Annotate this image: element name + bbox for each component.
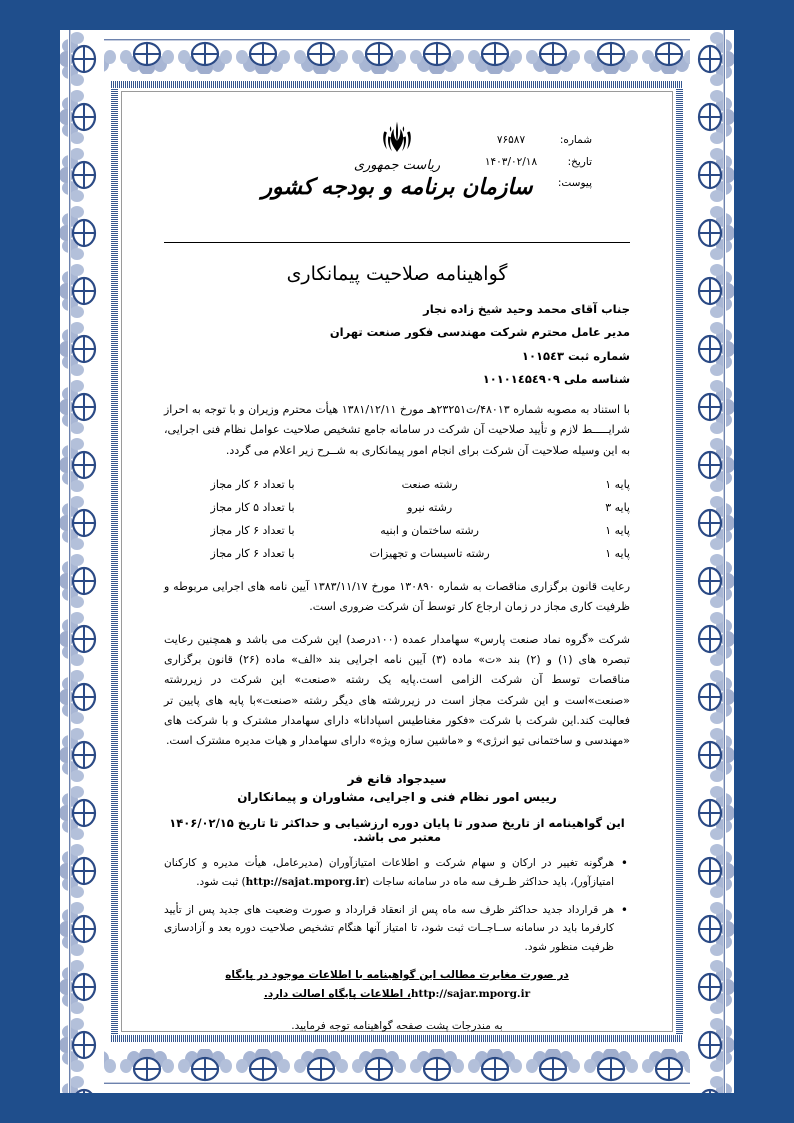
authenticity-text-before: در صورت مغایرت مطالب این گواهینامه با اطلاعات موجود در پایگاه [225,969,569,982]
row-field: رشته نیرو [407,501,453,515]
ornament-bottom-svg [60,1049,734,1093]
row-count: با تعداد ۶ کار مجاز [210,524,295,538]
meta-value-date: ۱۴۰۳/۰۲/۱۸ [484,155,538,168]
row-grade: پایه ۱ [605,524,630,538]
row-grade: پایه ۱ [605,478,630,492]
meta-row-date [474,152,592,174]
document-content [138,102,656,1033]
national-id: شناسه ملی ۱۰۱۰۱٤۵٤۹۰۹ [482,371,630,386]
letterhead [164,116,630,236]
signatory-role: رییس امور نظام فنی و اجرایی، مشاوران و پیمانکاران [237,789,557,804]
tender-law-paragraph: رعایت قانون برگزاری مناقصات به شماره ۱۳۰۸۹۰ مورخ ۱۳۸۳/۱۱/۱۷ آیین نامه های اجرایی مربوطه و ظرفیت کاری مجاز در زمان ارجاع کار توسط آن شرکت ضروری است. [164,580,631,614]
meta-label-date: تاریخ: [567,155,592,168]
meta-row-attachment [474,173,592,195]
row-field: رشته صنعت [401,478,458,492]
table-row [164,542,630,565]
row-field: رشته تاسیسات و تجهیزات [369,547,490,561]
ornamental-frame [60,30,734,1093]
addressee-name: جناب آقای محمد وحید شیخ زاده نجار [423,302,630,316]
note-text-after: ) ثبت شود. [196,875,246,888]
addressee-position: مدیر عامل محترم شرکت مهندسی فکور صنعت تهران [329,325,630,340]
row-count: با تعداد ۶ کار مجاز [210,547,295,561]
list-item [164,854,630,892]
qualification-table [164,473,630,565]
registration-number: شماره ثبت ۱۰۱۵٤۳ [521,348,630,363]
ornament-band-top [60,30,734,74]
signatory-name: سیدجواد قانع فر [347,771,447,786]
notes-list [164,854,630,957]
sajat-url[interactable]: http://sajat.mporg.ir [245,875,366,888]
list-item [164,901,630,958]
note-text-before: هر قرارداد جدید حداکثر ظرف سه ماه پس از انعقاد قرارداد و صورت وضعیت های جدید پس از تأیید کارفرما باید در سامانه ســاجــات ثبت شود، تا امتیاز آنها هنگام تشخیص صلاحیت دوره بعد و آزادسازی ظرفیت منظور شود. [164,903,614,954]
table-row [164,496,630,519]
shareholder-paragraph: شرکت «گروه نماد صنعت پارس» سهامدار عمده (۱۰۰درصد) این شرکت می باشد و همچنین رعایت تبصره های (۱) و (۲) بند «ت» ماده (۳) آیین نامه اجرایی بند «الف» ماده (۲۶) قانون برگزاری مناقصات توسط آن شرکت الزامی است.پایه یک رشته «صنعت» این شرکت در زیررشته «صنعت»است و این شرکت مجاز است در زیررشته های دیگر رشته «صنعت»با پایه های پایین تر فعالیت کند.این شرکت با شرکت «فکور مغناطیس اسپادانا» دارای سهامدار مشترک و با شرکت های «مهندسی و ساختمانی تیو انرژی» و «ماشین سازه ویژه» دارای سهامدار و هیات مدیره مشترک است. [164,632,630,748]
meta-label-number: شماره: [559,134,592,146]
ornament-right-svg [690,30,734,1093]
meta-label-attachment: پیوست: [557,177,592,190]
row-field: رشته ساختمان و ابنیه [380,524,479,538]
letterhead-meta [474,130,592,195]
sajar-url[interactable]: http://sajar.mporg.ir [410,988,531,1001]
row-count: با تعداد ۶ کار مجاز [210,478,295,492]
ornament-top-svg [60,30,734,74]
ornament-band-bottom [60,1049,734,1093]
page-title: گواهینامه صلاحیت پیمانکاری [286,263,508,285]
meta-value-attachment [474,173,548,195]
backside-note: به مندرجات پشت صفحه گواهینامه توجه فرمایید. [291,1020,503,1033]
intro-paragraph: با استناد به مصوبه شماره ۴۸۰۱۳/ت۲۳۲۵۱هـ مورخ ۱۳۸۱/۱۲/۱۱ هیأت محترم وزیران و با توجه به احراز شرایـــــط لازم و تأیید صلاحیت آن شرکت در سامانه جامع تشخیص صلاحیت عوامل نظام فنی اجرایی، به این وسیله صلاحیت آن شرکت برای انجام امور پیمانکاری به شــرح زیر اعلام می گردد. [164,403,630,457]
table-row [164,519,630,542]
ornament-left-svg [60,30,104,1093]
authenticity-notice [164,966,630,1004]
presidency-label: ریاست جمهوری [353,158,441,173]
organization-title: سازمان برنامه و بودجه کشور [261,174,533,200]
authenticity-text-after: ، اطلاعات پایگاه اصالت دارد. [263,988,411,1001]
table-row [164,473,630,496]
meta-row-number [474,130,592,152]
ornament-band-left [60,30,104,1093]
row-grade: پایه ۱ [605,547,630,561]
row-count: با تعداد ۵ کار مجاز [210,501,295,515]
note-text-before: هرگونه تغییر در ارکان و سهام شرکت و اطلاعات امتیازآوران (مدیرعامل، هیأت مدیره و کارکنان امتیازآور)، باید حداکثر ظـرف سه ماه در سامانه ساجات ( [164,856,614,888]
validity-statement: این گواهینامه از تاریخ صدور تا پایان دوره ارزشیابی و حداکثر تا تاریخ ۱۴۰۶/۰۲/۱۵ معتبر می باشد. [169,815,625,844]
header-divider [164,242,630,243]
row-grade: پایه ۳ [605,501,630,515]
ornament-band-right [690,30,734,1093]
meta-value-number: ۷۶۵۸۷ [496,134,526,146]
